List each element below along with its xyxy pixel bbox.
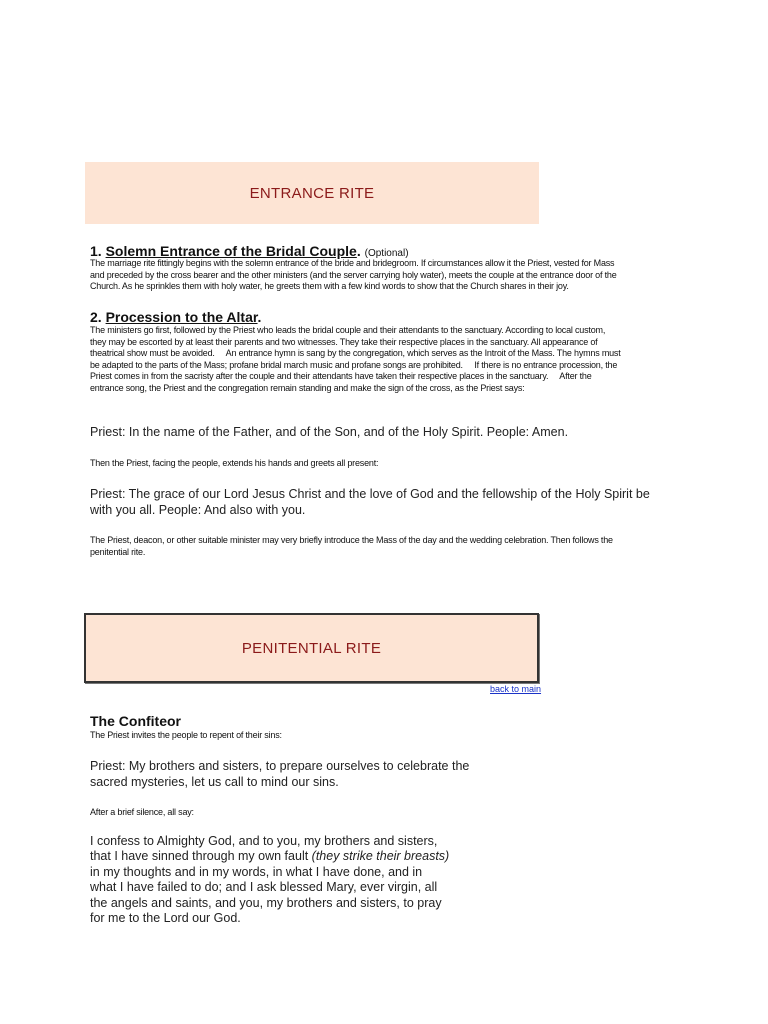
silence-note: After a brief silence, all say:: [90, 807, 194, 817]
priest-sign-of-cross: Priest: In the name of the Father, and of the Son, and of the Holy Spirit. People: Amen.: [90, 425, 569, 439]
deacon-note-line: The Priest, deacon, or other suitable minister may very briefly introduce the Mass of the day and the wedding celebration. Then follows the: [90, 535, 613, 545]
prayer-line: [90, 849, 510, 864]
prayer-line-text: that I have sinned through my own fault: [90, 849, 312, 864]
section2-heading: 2. Procession to the Altar.: [90, 309, 262, 325]
section1-number: 1.: [90, 243, 102, 259]
deacon-note: [90, 535, 690, 558]
penitential-rite-banner: [84, 613, 539, 683]
priest-grace-line: Priest: The grace of our Lord Jesus Christ and the love of God and the fellowship of the Holy Spirit be: [90, 487, 650, 501]
section1-heading: 1. Solemn Entrance of the Bridal Couple. (Optional): [90, 243, 409, 259]
confiteor-priest: [90, 759, 510, 790]
back-to-main-link[interactable]: back to main: [490, 684, 542, 694]
prayer-line: the angels and saints, and you, my brothers and sisters, to pray: [90, 895, 442, 910]
section2-body: [90, 325, 690, 394]
section1-title: Solemn Entrance of the Bridal Couple: [105, 243, 357, 259]
section2-line: Priest comes in from the sacristy after the couple and their attendants have taken their respective places in the sanctuary. After the: [90, 371, 592, 381]
deacon-note-line: penitential rite.: [90, 546, 146, 557]
section1-body: [90, 258, 690, 293]
prayer-line: for me to the Lord our God.: [90, 911, 241, 926]
entrance-rite-title: ENTRANCE RITE: [249, 184, 375, 202]
prayer-line: in my thoughts and in my words, in what I have done, and in: [90, 864, 423, 879]
confiteor-title: The Confiteor: [90, 713, 181, 729]
section1-optional: (Optional): [364, 248, 409, 259]
section2-line: they may be escorted by at least their parents and two witnesses. They take their respective places in the sanctuary. All appearance of: [90, 336, 598, 347]
prayer-line: what I have failed to do; and I ask blessed Mary, ever virgin, all: [90, 880, 438, 895]
penitential-rite-title: PENITENTIAL RITE: [241, 639, 382, 657]
section1-line: and preceded by the cross bearer and the other ministers (and the server carrying holy water), meets the couple at the entrance door of the: [90, 269, 617, 280]
priest-grace-line: with you all. People: And also with you.: [90, 502, 306, 517]
section2-title: Procession to the Altar: [105, 309, 258, 325]
section2-line: be adapted to the parts of the Mass; profane bridal march music and profane songs are prohibited. If there is no entrance procession, the: [90, 359, 618, 370]
then-priest-note: Then the Priest, facing the people, extends his hands and greets all present:: [90, 458, 379, 468]
priest-grace: [90, 487, 690, 518]
confiteor-priest-line: sacred mysteries, let us call to mind our sins.: [90, 774, 339, 789]
section2-line: theatrical show must be avoided. An entrance hymn is sang by the congregation, which serves as the Introit of the Mass. The hymns must: [90, 348, 621, 358]
section2-number: 2.: [90, 309, 102, 325]
entrance-rite-banner: [85, 162, 539, 224]
confiteor-priest-line: Priest: My brothers and sisters, to prepare ourselves to celebrate the: [90, 759, 470, 773]
prayer-line: I confess to Almighty God, and to you, my brothers and sisters,: [90, 834, 438, 848]
confiteor-invite: The Priest invites the people to repent of their sins:: [90, 730, 282, 740]
section1-line: The marriage rite fittingly begins with the solemn entrance of the bride and bridegroom. If circumstances allow it the Priest, vested for Mass: [90, 258, 615, 268]
section2-line: entrance song, the Priest and the congregation remain standing and make the sign of the cross, as the Priest says:: [90, 382, 525, 393]
section1-line: Church. As he sprinkles them with holy water, he greets them with a few kind words to show that the Church shares in their joy.: [90, 281, 569, 291]
section2-line: The ministers go first, followed by the Priest who leads the bridal couple and their attendants to the sanctuary. According to local custom,: [90, 325, 606, 335]
prayer-rubric: (they strike their breasts): [311, 849, 450, 864]
confiteor-prayer: [90, 834, 510, 926]
